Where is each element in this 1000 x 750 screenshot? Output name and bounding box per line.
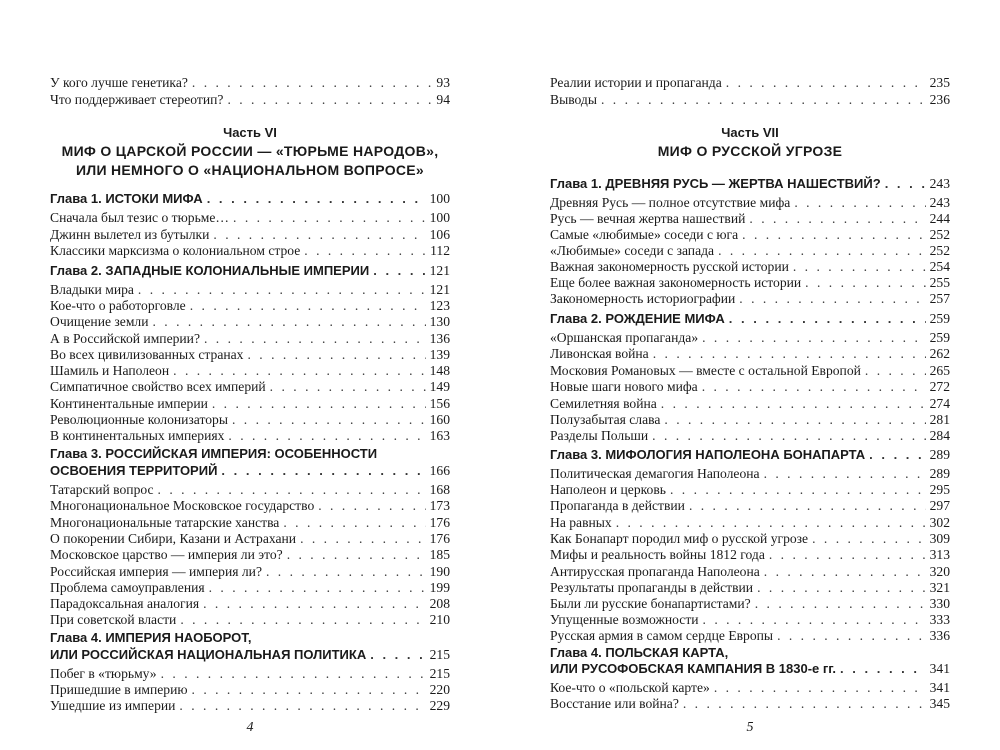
dot-leader	[729, 311, 926, 327]
dot-leader	[370, 647, 425, 663]
entry-page: 166	[429, 463, 450, 478]
entry-page: 121	[429, 263, 450, 278]
chapter-heading: Глава 4. ИМПЕРИЯ НАОБОРОТ,	[50, 630, 252, 645]
toc-entry	[50, 497, 450, 514]
entry-title: Антирусская пропаганда Наполеона	[550, 564, 760, 579]
entry-page: 176	[429, 531, 450, 546]
toc-entry	[50, 281, 450, 298]
dot-leader	[179, 698, 425, 714]
chapter-heading: Глава 4. ПОЛЬСКАЯ КАРТА,	[550, 645, 729, 660]
entry-title: Выводы	[550, 92, 597, 107]
entry-title: Очищение земли	[50, 314, 149, 329]
entry-page: 208	[429, 596, 450, 611]
toc-entry	[550, 611, 950, 628]
entry-title: Владыки мира	[50, 282, 134, 297]
dot-leader	[742, 227, 925, 243]
entry-title: Джинн вылетел из бутылки	[50, 227, 210, 242]
dot-leader	[152, 314, 425, 330]
entry-title: В континентальных империях	[50, 428, 225, 443]
toc-entry	[550, 695, 950, 712]
entry-page: 136	[429, 331, 450, 346]
toc-entry	[550, 546, 950, 563]
chapter-heading	[50, 462, 450, 479]
entry-title: Результаты пропаганды в действии	[550, 580, 754, 595]
toc-entry	[50, 611, 450, 628]
entry-page: 320	[929, 564, 950, 579]
toc-entry	[550, 226, 950, 243]
entry-title: Континентальные империи	[50, 396, 208, 411]
dot-leader	[232, 412, 426, 428]
dot-leader	[180, 612, 425, 628]
toc-entry	[550, 210, 950, 227]
entry-title: Были ли русские бонапартистами?	[550, 596, 751, 611]
toc-entry	[550, 481, 950, 498]
entry-title: Во всех цивилизованных странах	[50, 347, 244, 362]
dot-leader	[869, 447, 925, 463]
entry-page: 244	[929, 211, 950, 226]
toc-entry	[550, 329, 950, 346]
dot-leader	[805, 275, 925, 291]
dot-leader	[233, 210, 426, 226]
part-label: Часть VII	[721, 125, 779, 140]
entry-title: Реалии истории и пропаганда	[550, 75, 722, 90]
toc-entry	[50, 665, 450, 682]
dot-leader	[173, 363, 425, 379]
toc-entry	[50, 427, 450, 444]
entry-title: На равных	[550, 515, 612, 530]
toc-entry	[550, 194, 950, 211]
entry-page: 284	[929, 428, 950, 443]
entry-page: 321	[929, 580, 950, 595]
entry-page: 289	[929, 447, 950, 462]
dot-leader	[757, 580, 926, 596]
entry-page: 330	[929, 596, 950, 611]
right-page	[550, 0, 950, 750]
entry-page: 295	[929, 482, 950, 497]
entry-page: 255	[929, 275, 950, 290]
dot-leader	[227, 92, 432, 108]
entry-title: Мифы и реальность войны 1812 года	[550, 547, 765, 562]
toc-entry	[550, 563, 950, 580]
entry-title: Как Бонапарт породил миф о русской угрозе	[550, 531, 809, 546]
entry-page: 274	[929, 396, 950, 411]
entry-title: ИЛИ РОССИЙСКАЯ НАЦИОНАЛЬНАЯ ПОЛИТИКА	[50, 647, 367, 662]
dot-leader	[158, 482, 426, 498]
toc-entry	[50, 530, 450, 547]
entry-title: Упущенные возможности	[550, 612, 699, 627]
dot-leader	[616, 515, 926, 531]
dot-leader	[661, 396, 926, 412]
entry-page: 257	[929, 291, 950, 306]
dot-leader	[228, 428, 425, 444]
dot-leader	[718, 243, 926, 259]
entry-title: При советской власти	[50, 612, 177, 627]
dot-leader	[683, 696, 926, 712]
entry-title: Сначала был тезис о тюрьме…	[50, 210, 230, 225]
dot-leader	[318, 498, 425, 514]
entry-page: 336	[929, 628, 950, 643]
dot-leader	[601, 92, 926, 108]
toc-entry	[550, 290, 950, 307]
entry-title: Новые шаги нового мифа	[550, 379, 698, 394]
dot-leader	[689, 498, 926, 514]
entry-title: Революционные колонизаторы	[50, 412, 228, 427]
entry-title: «Любимые» соседи с запада	[550, 243, 715, 258]
entry-page: 281	[929, 412, 950, 427]
entry-title: Пришедшие в империю	[50, 682, 188, 697]
entry-page: 309	[929, 531, 950, 546]
entry-title: «Оршанская пропаганда»	[550, 330, 699, 345]
entry-title: Глава 1. ИСТОКИ МИФА	[50, 191, 203, 206]
left-page	[50, 0, 450, 750]
entry-title: Многонациональное Московское государство	[50, 498, 315, 513]
entry-page: 313	[929, 547, 950, 562]
dot-leader	[213, 227, 425, 243]
entry-page: 297	[929, 498, 950, 513]
entry-title: Классики марксизма о колониальном строе	[50, 243, 301, 258]
dot-leader	[266, 564, 426, 580]
entry-page: 235	[929, 75, 950, 90]
toc-entry	[550, 514, 950, 531]
toc-entry	[50, 362, 450, 379]
entry-title: Московское царство — империя ли это?	[50, 547, 283, 562]
dot-leader	[287, 547, 426, 563]
entry-title: Шамиль и Наполеон	[50, 363, 170, 378]
dot-leader	[161, 666, 426, 682]
entry-page: 252	[929, 243, 950, 258]
dot-leader	[777, 628, 926, 644]
toc-entry	[550, 362, 950, 379]
toc-entry	[550, 595, 950, 612]
toc-entry	[50, 411, 450, 428]
entry-page: 173	[429, 498, 450, 513]
toc-entry	[550, 345, 950, 362]
dot-leader	[840, 661, 926, 677]
entry-page: 243	[929, 195, 950, 210]
entry-page: 302	[929, 515, 950, 530]
entry-page: 262	[929, 346, 950, 361]
toc-entry	[550, 497, 950, 514]
entry-page: 236	[929, 92, 950, 107]
entry-page: 93	[436, 75, 450, 90]
entry-page: 259	[929, 311, 950, 326]
entry-title: Ливонская война	[550, 346, 649, 361]
chapter-heading	[50, 646, 450, 663]
dot-leader	[702, 379, 926, 395]
dot-leader	[670, 482, 926, 498]
toc-entry	[550, 74, 950, 91]
entry-page: 210	[429, 612, 450, 627]
entry-page: 215	[429, 647, 450, 662]
toc-entry	[50, 579, 450, 596]
entry-page: 112	[430, 243, 450, 258]
entry-page: 106	[429, 227, 450, 242]
entry-page: 252	[929, 227, 950, 242]
entry-page: 149	[429, 379, 450, 394]
entry-page: 148	[429, 363, 450, 378]
entry-title: Кое-что о работорговле	[50, 298, 186, 313]
toc-entry	[50, 242, 450, 259]
entry-page: 130	[429, 314, 450, 329]
entry-title: Глава 2. РОЖДЕНИЕ МИФА	[550, 311, 725, 326]
entry-title: Кое-что о «польской карте»	[550, 680, 710, 695]
entry-page: 243	[929, 176, 950, 191]
entry-title: Ушедшие из империи	[50, 698, 176, 713]
dot-leader	[755, 596, 926, 612]
entry-page: 220	[429, 682, 450, 697]
entry-page: 100	[429, 191, 450, 206]
entry-page: 160	[429, 412, 450, 427]
toc-entry	[50, 681, 450, 698]
entry-title: Политическая демагогия Наполеона	[550, 466, 760, 481]
entry-page: 94	[436, 92, 450, 107]
entry-page: 100	[429, 210, 450, 225]
entry-title: Еще более важная закономерность истории	[550, 275, 802, 290]
toc-entry	[50, 209, 450, 226]
dot-leader	[794, 195, 925, 211]
entry-title: У кого лучше генетика?	[50, 75, 188, 90]
entry-title: Татарский вопрос	[50, 482, 154, 497]
chapter-heading	[550, 660, 950, 677]
part-title: МИФ О ЦАРСКОЙ РОССИИ — «ТЮРЬМЕ НАРОДОВ», ИЛИ НЕМНОГО О «НАЦИОНАЛЬНОМ ВОПРОСЕ»	[61, 143, 439, 178]
entry-title: Разделы Польши	[550, 428, 649, 443]
page-number: 5	[746, 720, 754, 735]
dot-leader	[769, 547, 926, 563]
toc-entry	[550, 378, 950, 395]
dot-leader	[283, 515, 425, 531]
entry-title: Пропаганда в действии	[550, 498, 685, 513]
toc-entry	[550, 627, 950, 644]
dot-leader	[300, 531, 426, 547]
entry-page: 341	[929, 661, 950, 676]
toc-entry	[550, 411, 950, 428]
toc-entry	[50, 346, 450, 363]
entry-title: Симпатичное свойство всех империй	[50, 379, 266, 394]
toc-entry	[550, 530, 950, 547]
toc-entry	[50, 697, 450, 714]
toc-entry	[50, 563, 450, 580]
entry-page: 185	[429, 547, 450, 562]
entry-page: 333	[929, 612, 950, 627]
chapter-heading	[50, 190, 450, 207]
entry-title: Закономерность историографии	[550, 291, 736, 306]
dot-leader	[270, 379, 426, 395]
dot-leader	[209, 580, 426, 596]
entry-title: Московия Романовых — вместе с остальной Европой	[550, 363, 861, 378]
chapter-heading: Глава 3. РОССИЙСКАЯ ИМПЕРИЯ: ОСОБЕННОСТИ	[50, 446, 378, 461]
toc-entry	[550, 274, 950, 291]
entry-title: Парадоксальная аналогия	[50, 596, 200, 611]
toc-entry	[550, 242, 950, 259]
dot-leader	[764, 466, 926, 482]
toc-entry	[50, 91, 450, 108]
dot-leader	[204, 331, 426, 347]
entry-title: Многонациональные татарские ханства	[50, 515, 280, 530]
entry-page: 156	[429, 396, 450, 411]
dot-leader	[793, 259, 926, 275]
entry-title: Российская империя — империя ли?	[50, 564, 262, 579]
dot-leader	[247, 347, 425, 363]
entry-page: 272	[929, 379, 950, 394]
entry-title: О покорении Сибири, Казани и Астрахани	[50, 531, 297, 546]
toc-entry	[550, 465, 950, 482]
toc-entry	[50, 378, 450, 395]
entry-title: Что поддерживает стереотип?	[50, 92, 224, 107]
entry-title: Полузабытая слава	[550, 412, 661, 427]
part-title: МИФ О РУССКОЙ УГРОЗЕ	[657, 143, 843, 159]
chapter-heading	[50, 262, 450, 279]
entry-title: Наполеон и церковь	[550, 482, 666, 497]
entry-page: 139	[429, 347, 450, 362]
dot-leader	[885, 176, 926, 192]
toc-entry	[50, 514, 450, 531]
entry-page: 190	[429, 564, 450, 579]
entry-title: Глава 1. ДРЕВНЯЯ РУСЬ — ЖЕРТВА НАШЕСТВИЙ?	[550, 176, 881, 191]
entry-page: 265	[929, 363, 950, 378]
entry-title: Восстание или война?	[550, 696, 679, 711]
entry-page: 254	[929, 259, 950, 274]
entry-page: 215	[429, 666, 450, 681]
toc-entry	[50, 546, 450, 563]
dot-leader	[203, 596, 426, 612]
entry-page: 259	[929, 330, 950, 345]
part-label: Часть VI	[223, 125, 277, 140]
entry-title: Древняя Русь — полное отсутствие мифа	[550, 195, 791, 210]
dot-leader	[192, 682, 426, 698]
entry-page: 123	[429, 298, 450, 313]
chapter-heading	[550, 175, 950, 192]
entry-title: ОСВОЕНИЯ ТЕРРИТОРИЙ	[50, 463, 218, 478]
dot-leader	[652, 428, 925, 444]
chapter-heading	[550, 446, 950, 463]
dot-leader	[812, 531, 926, 547]
entry-page: 341	[929, 680, 950, 695]
dot-leader	[221, 463, 425, 479]
entry-title: А в Российской империи?	[50, 331, 200, 346]
toc-entry	[550, 427, 950, 444]
entry-page: 289	[929, 466, 950, 481]
dot-leader	[138, 282, 426, 298]
toc-entry	[50, 481, 450, 498]
entry-page: 176	[429, 515, 450, 530]
toc-entry	[50, 226, 450, 243]
dot-leader	[764, 564, 926, 580]
entry-page: 121	[429, 282, 450, 297]
chapter-heading	[550, 310, 950, 327]
entry-title: Побег в «тюрьму»	[50, 666, 157, 681]
toc-entry	[550, 395, 950, 412]
entry-title: Самые «любимые» соседи с юга	[550, 227, 739, 242]
entry-title: Проблема самоуправления	[50, 580, 205, 595]
entry-title: ИЛИ РУСОФОБСКАЯ КАМПАНИЯ В 1830-е гг.	[550, 661, 837, 676]
toc-entry	[550, 679, 950, 696]
dot-leader	[749, 211, 925, 227]
entry-page: 163	[429, 428, 450, 443]
toc-entry	[550, 91, 950, 108]
entry-page: 199	[429, 580, 450, 595]
dot-leader	[739, 291, 925, 307]
dot-leader	[714, 680, 926, 696]
dot-leader	[212, 396, 426, 412]
dot-leader	[373, 263, 425, 279]
toc-entry	[550, 579, 950, 596]
entry-page: 168	[429, 482, 450, 497]
dot-leader	[726, 75, 926, 91]
toc-entry	[550, 258, 950, 275]
dot-leader	[703, 612, 926, 628]
dot-leader	[304, 243, 426, 259]
entry-title: Важная закономерность русской истории	[550, 259, 789, 274]
entry-title: Глава 2. ЗАПАДНЫЕ КОЛОНИАЛЬНЫЕ ИМПЕРИИ	[50, 263, 370, 278]
dot-leader	[207, 191, 426, 207]
entry-page: 229	[429, 698, 450, 713]
entry-title: Семилетняя война	[550, 396, 657, 411]
dot-leader	[865, 363, 926, 379]
dot-leader	[664, 412, 925, 428]
entry-title: Русская армия в самом сердце Европы	[550, 628, 774, 643]
dot-leader	[702, 330, 925, 346]
dot-leader	[192, 75, 433, 91]
toc-entry	[50, 313, 450, 330]
entry-title: Русь — вечная жертва нашествий	[550, 211, 746, 226]
toc-entry	[50, 595, 450, 612]
toc-entry	[50, 395, 450, 412]
page-number: 4	[246, 720, 254, 735]
toc-entry	[50, 330, 450, 347]
entry-page: 345	[929, 696, 950, 711]
dot-leader	[653, 346, 926, 362]
toc-entry	[50, 297, 450, 314]
entry-title: Глава 3. МИФОЛОГИЯ НАПОЛЕОНА БОНАПАРТА	[550, 447, 866, 462]
toc-entry	[50, 74, 450, 91]
dot-leader	[190, 298, 426, 314]
